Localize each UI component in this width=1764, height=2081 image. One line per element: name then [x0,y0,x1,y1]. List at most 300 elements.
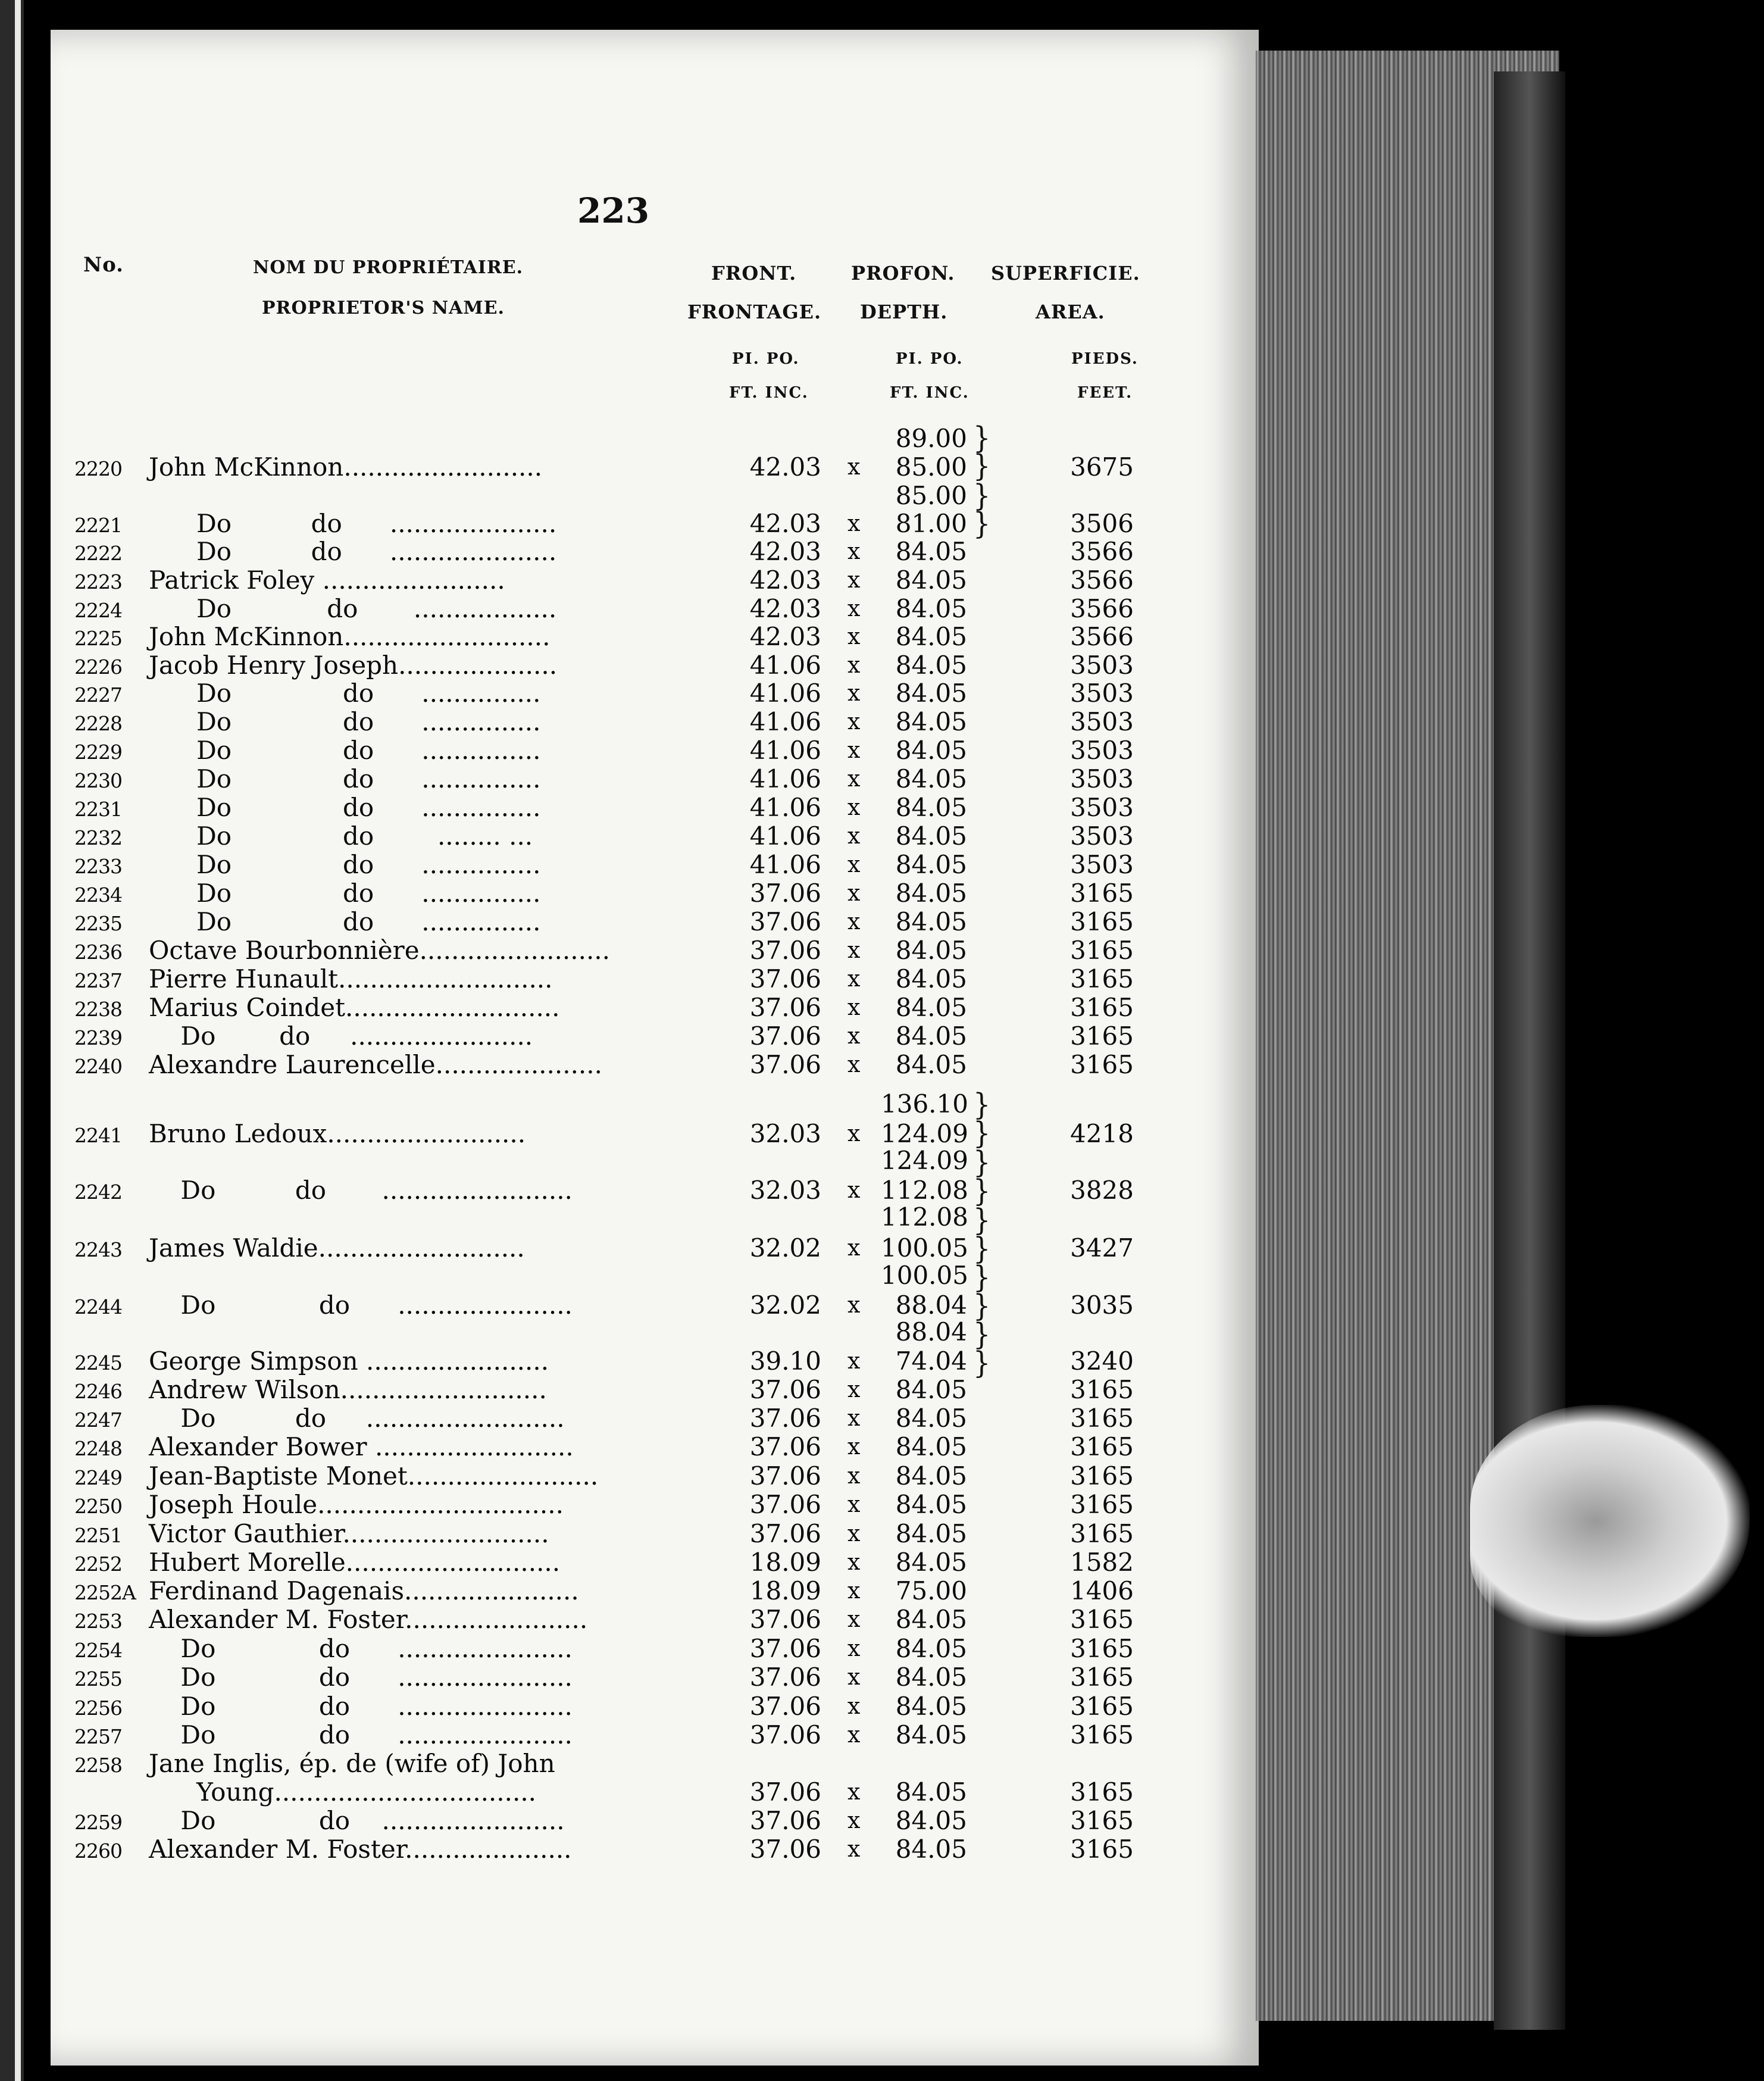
times-mark: x [847,994,861,1020]
lot-number: 2227 [74,683,122,707]
area-units-en: FEET. [1077,384,1133,402]
proprietor-name: Young................................. [149,1777,537,1807]
depth-value: 84.05 [895,1461,967,1491]
frontage-value: 37.06 [749,1692,821,1721]
depth-value: 84.05 [895,565,967,595]
area-value: 3675 [1070,452,1134,482]
times-mark: x [847,1463,861,1489]
depth-value: 81.00 [895,509,967,538]
frontage-value: 37.06 [749,1461,821,1491]
depth-value: 88.04 [895,1291,967,1320]
proprietor-name: James Waldie.......................... [149,1233,525,1263]
frontage-value: 41.06 [749,736,821,765]
lot-number: 2242 [74,1180,122,1204]
table-row [0,509,1190,538]
frontage-value: 37.06 [749,1432,821,1461]
area-value: 3165 [1070,964,1134,993]
area-value: 3165 [1070,1634,1134,1663]
depth-value: 84.05 [895,936,967,965]
depth-value: 84.05 [895,764,967,793]
lot-number: 2240 [74,1055,122,1078]
area-units-fr: PIEDS. [1071,350,1139,368]
table-row [0,1835,1190,1863]
area-value: 3165 [1070,1806,1134,1835]
lot-number: 2231 [74,798,122,821]
times-mark: x [847,510,861,536]
depth-extra: 88.04 [895,1317,967,1346]
frontage-value: 39.10 [749,1346,821,1376]
times-mark: x [847,1491,861,1517]
proprietor-name: John McKinnon.......................... [149,622,551,651]
times-mark: x [847,1807,861,1833]
lot-number: 2232 [74,826,122,849]
frontage-value: 37.06 [749,964,821,993]
header-area-fr: SUPERFICIE. [991,262,1140,285]
frontage-value: 37.06 [749,1720,821,1749]
lot-number: 2228 [74,712,122,735]
depth-value: 75.00 [895,1576,967,1605]
brace-icon: } [973,1345,991,1380]
times-mark: x [847,1721,861,1748]
area-value: 3503 [1070,821,1134,851]
frontage-value: 42.03 [749,622,821,651]
proprietor-name: Do do ..................... [149,537,557,566]
table-row [0,1692,1190,1720]
area-value: 3165 [1070,1720,1134,1749]
times-mark: x [847,623,861,649]
proprietor-name: Pierre Hunault........................... [149,964,553,993]
depth-value: 84.05 [895,1692,967,1721]
proprietor-name: Hubert Morelle........................... [149,1548,561,1577]
page-number: 223 [577,190,650,231]
lot-number: 2253 [74,1610,122,1633]
times-mark: x [847,1693,861,1719]
proprietor-name: Do do ....................... [149,1806,565,1835]
area-value: 3503 [1070,850,1134,879]
frontage-value: 37.06 [749,1835,821,1864]
brace-icon: } [973,1202,991,1238]
depth-extra: 124.09 [881,1146,968,1175]
area-value: 3165 [1070,1050,1134,1079]
header-area-en: AREA. [1036,301,1105,323]
times-mark: x [847,1836,861,1862]
proprietor-name: Jacob Henry Joseph.................... [149,651,558,680]
times-mark: x [847,1292,861,1318]
lot-number: 2243 [74,1238,122,1261]
proprietor-name: Jean-Baptiste Monet........................ [149,1461,599,1491]
depth-value: 84.05 [895,1519,967,1548]
table-row [0,1233,1190,1262]
proprietor-name: Alexander M. Foster....................... [149,1605,588,1634]
frontage-value: 37.06 [749,993,821,1022]
frontage-value: 41.06 [749,707,821,736]
table-row [0,1346,1190,1375]
depth-value: 112.08 [881,1176,968,1205]
times-mark: x [847,1235,861,1261]
area-value: 3165 [1070,1461,1134,1491]
depth-value: 84.05 [895,1663,967,1692]
table-row [0,622,1190,651]
front-units-en: FT. INC. [729,384,809,402]
area-value: 3566 [1070,622,1134,651]
table-row [0,964,1190,993]
brace-icon: } [973,477,991,513]
depth-value: 84.05 [895,651,967,680]
proprietor-name: Do do ............... [149,850,541,879]
frontage-value: 42.03 [749,594,821,623]
frontage-value: 41.06 [749,793,821,822]
header-owner-en: PROPRIETOR'S NAME. [262,298,505,318]
proprietor-name: Do do ...................... [149,1692,573,1721]
table-row [0,879,1190,907]
lot-number: 2230 [74,769,122,792]
table-row [0,1375,1190,1404]
proprietor-name: Do do ............... [149,764,541,793]
area-value: 3165 [1070,1835,1134,1864]
book-spine-shadow [1494,71,1565,2030]
proprietor-name: Do do ...................... [149,1291,573,1320]
lot-number: 2246 [74,1380,122,1403]
lot-number: 2252A [74,1581,136,1604]
area-value: 3165 [1070,1692,1134,1721]
times-mark: x [847,1177,861,1203]
frontage-value: 37.06 [749,1605,821,1634]
depth-value: 84.05 [895,1404,967,1433]
header-depth-en: DEPTH. [860,301,948,323]
area-value: 3035 [1070,1291,1134,1320]
lot-number: 2234 [74,883,122,907]
times-mark: x [847,538,861,564]
frontage-value: 32.03 [749,1176,821,1205]
area-value: 3427 [1070,1233,1134,1263]
area-value: 3240 [1070,1346,1134,1376]
area-value: 3165 [1070,879,1134,908]
table-row [0,1021,1190,1050]
proprietor-name: Do do ...................... [149,1663,573,1692]
times-mark: x [847,765,861,792]
frontage-value: 42.03 [749,509,821,538]
area-value: 1582 [1070,1548,1134,1577]
area-value: 3165 [1070,993,1134,1022]
table-row [0,679,1190,707]
area-value: 3165 [1070,1404,1134,1433]
frontage-value: 18.09 [749,1548,821,1577]
frontage-value: 37.06 [749,1404,821,1433]
depth-value: 84.05 [895,793,967,822]
area-value: 3165 [1070,1777,1134,1807]
lot-number: 2223 [74,570,122,593]
frontage-value: 32.03 [749,1119,821,1148]
area-value: 3503 [1070,679,1134,708]
area-value: 3165 [1070,1375,1134,1404]
frontage-value: 37.06 [749,1777,821,1807]
table-row [0,736,1190,764]
area-value: 3566 [1070,565,1134,595]
brace-icon: } [973,1259,991,1295]
times-mark: x [847,1433,861,1460]
frontage-value: 41.06 [749,651,821,680]
table-row [0,1176,1190,1204]
area-value: 3503 [1070,736,1134,765]
proprietor-name: John McKinnon......................... [149,452,543,482]
lot-number: 2235 [74,912,122,935]
proprietor-name: Do do ......................... [149,1404,565,1433]
brace-icon: } [973,1173,991,1208]
table-row [0,1548,1190,1576]
brace-icon: } [973,1115,991,1151]
depth-value: 84.05 [895,736,967,765]
proprietor-name: Do do ............... [149,707,541,736]
depth-value: 84.05 [895,850,967,879]
depth-units-fr: PI. PO. [896,350,964,368]
proprietor-name: Do do ........ ... [149,821,533,851]
table-row [0,850,1190,879]
times-mark: x [847,595,861,621]
lot-number: 2222 [74,542,122,565]
area-value: 4218 [1070,1119,1134,1148]
proprietor-name: Alexander Bower ......................... [149,1432,574,1461]
times-mark: x [847,708,861,735]
table-row [0,1806,1190,1835]
depth-value: 84.05 [895,707,967,736]
lot-number: 2260 [74,1839,122,1863]
frontage-value: 37.06 [749,1663,821,1692]
area-value: 3566 [1070,537,1134,566]
header-front-en: FRONTAGE. [687,301,822,323]
table-row [0,936,1190,964]
proprietor-name: Do do ............... [149,679,541,708]
proprietor-name: Jane Inglis, ép. de (wife of) John [149,1749,555,1778]
depth-value: 84.05 [895,907,967,936]
area-value: 3165 [1070,1490,1134,1519]
lot-number: 2256 [74,1696,122,1720]
lot-number: 2224 [74,599,122,622]
brace-icon: } [973,505,991,541]
frontage-value: 42.03 [749,565,821,595]
lot-number: 2244 [74,1295,122,1318]
table-row [0,1432,1190,1461]
table-row [0,1720,1190,1749]
times-mark: x [847,1023,861,1049]
lot-number: 2252 [74,1552,122,1576]
times-mark: x [847,1635,861,1661]
depth-extra: 89.00 [895,424,967,453]
area-value: 3503 [1070,651,1134,680]
table-row [0,1605,1190,1633]
depth-value: 84.05 [895,1050,967,1079]
header-depth-fr: PROFON. [851,262,955,285]
lot-number: 2241 [74,1124,122,1147]
times-mark: x [847,1549,861,1575]
lot-number: 2221 [74,514,122,537]
frontage-value: 37.06 [749,879,821,908]
lot-number: 2233 [74,855,122,878]
area-value: 3566 [1070,594,1134,623]
table-row [0,1777,1190,1806]
proprietor-name: Do do ...................... [149,1720,573,1749]
area-value: 1406 [1070,1576,1134,1605]
times-mark: x [847,567,861,593]
header-no: No. [83,253,124,277]
proprietor-name: Do do ............... [149,736,541,765]
frontage-value: 37.06 [749,1050,821,1079]
depth-units-en: FT. INC. [890,384,969,402]
frontage-value: 37.06 [749,1634,821,1663]
proprietor-name: Alexandre Laurencelle..................... [149,1050,602,1079]
proprietor-name: Do do ........................ [149,1176,573,1205]
times-mark: x [847,1520,861,1546]
times-mark: x [847,737,861,763]
frontage-value: 32.02 [749,1291,821,1320]
times-mark: x [847,454,861,480]
depth-value: 84.05 [895,1720,967,1749]
paper-stain [1470,1405,1750,1637]
proprietor-name: Marius Coindet........................... [149,993,560,1022]
frontage-value: 37.06 [749,936,821,965]
proprietor-name: Ferdinand Dagenais...................... [149,1576,579,1605]
proprietor-name: George Simpson ....................... [149,1346,549,1376]
area-value: 3165 [1070,1432,1134,1461]
table-row [0,1576,1190,1605]
area-value: 3503 [1070,707,1134,736]
area-value: 3165 [1070,1519,1134,1548]
depth-value: 74.04 [895,1346,967,1376]
times-mark: x [847,794,861,820]
proprietor-name: Andrew Wilson.......................... [149,1375,547,1404]
table-row [0,707,1190,736]
times-mark: x [847,823,861,849]
front-units-fr: PI. PO. [732,350,800,368]
times-mark: x [847,1779,861,1805]
lot-number: 2250 [74,1495,122,1518]
times-mark: x [847,1376,861,1402]
header-owner-fr: NOM DU PROPRIÉTAIRE. [253,257,524,278]
lot-number: 2236 [74,940,122,964]
frontage-value: 41.06 [749,821,821,851]
times-mark: x [847,965,861,992]
area-value: 3165 [1070,936,1134,965]
lot-number: 2255 [74,1667,122,1691]
table-row [0,993,1190,1021]
brace-icon: } [973,1316,991,1352]
frontage-value: 42.03 [749,537,821,566]
table-row [0,537,1190,565]
lot-number: 2220 [74,457,122,480]
area-value: 3165 [1070,1663,1134,1692]
times-mark: x [847,1120,861,1146]
frontage-value: 18.09 [749,1576,821,1605]
times-mark: x [847,680,861,706]
proprietor-name: Octave Bourbonnière........................ [149,936,610,965]
table-row [0,1663,1190,1691]
depth-value: 84.05 [895,821,967,851]
depth-value: 84.05 [895,622,967,651]
proprietor-name: Victor Gauthier.......................... [149,1519,549,1548]
frontage-value: 37.06 [749,907,821,936]
depth-extra: 112.08 [881,1202,968,1232]
frontage-value: 41.06 [749,679,821,708]
depth-extra: 85.00 [895,481,967,510]
frontage-value: 37.06 [749,1519,821,1548]
depth-value: 124.09 [881,1119,968,1148]
area-value: 3165 [1070,1605,1134,1634]
table-row [0,907,1190,936]
depth-value: 84.05 [895,679,967,708]
table-row [0,651,1190,679]
frontage-value: 32.02 [749,1233,821,1263]
times-mark: x [847,880,861,906]
proprietor-name: Do do ............... [149,907,541,936]
area-value: 3165 [1070,907,1134,936]
table-row [0,452,1190,481]
depth-value: 84.05 [895,1021,967,1051]
area-value: 3503 [1070,764,1134,793]
depth-value: 84.05 [895,1432,967,1461]
frontage-value: 37.06 [749,1375,821,1404]
depth-value: 84.05 [895,537,967,566]
depth-value: 84.05 [895,1375,967,1404]
times-mark: x [847,1606,861,1632]
times-mark: x [847,1664,861,1690]
lot-number: 2237 [74,969,122,992]
lot-number: 2248 [74,1437,122,1460]
depth-value: 100.05 [881,1233,968,1263]
table-row [0,1634,1190,1663]
table-row [0,1119,1190,1148]
lot-number: 2226 [74,655,122,679]
area-value: 3506 [1070,509,1134,538]
brace-icon: } [973,448,991,483]
frontage-value: 42.03 [749,452,821,482]
depth-value: 84.05 [895,1634,967,1663]
proprietor-name: Patrick Foley ....................... [149,565,505,595]
table-row [0,764,1190,793]
proprietor-name: Do do ..................... [149,509,557,538]
brace-icon: } [973,420,991,455]
proprietor-name: Do do .................. [149,594,557,623]
lot-number: 2245 [74,1351,122,1374]
frontage-value: 37.06 [749,1021,821,1051]
table-row [0,1461,1190,1490]
table-row [0,793,1190,821]
area-value: 3503 [1070,793,1134,822]
lot-number: 2238 [74,998,122,1021]
frontage-value: 41.06 [749,850,821,879]
brace-icon: } [973,1144,991,1180]
times-mark: x [847,1348,861,1374]
depth-extra: 136.10 [881,1089,968,1118]
area-value: 3828 [1070,1176,1134,1205]
table-row [0,821,1190,850]
frontage-value: 41.06 [749,764,821,793]
times-mark: x [847,851,861,877]
lot-number: 2251 [74,1524,122,1547]
table-row [0,1291,1190,1319]
depth-value: 84.05 [895,1490,967,1519]
proprietor-name: Do do ....................... [149,1021,533,1051]
depth-value: 84.05 [895,993,967,1022]
proprietor-name: Alexander M. Foster..................... [149,1835,572,1864]
proprietor-name: Do do ............... [149,879,541,908]
depth-extra: 100.05 [881,1261,968,1290]
lot-number: 2259 [74,1811,122,1834]
lot-number: 2239 [74,1026,122,1049]
lot-number: 2225 [74,627,122,650]
table-row [0,1519,1190,1548]
lot-number: 2249 [74,1466,122,1489]
header-front-fr: FRONT. [711,262,797,285]
table-row [0,1404,1190,1432]
